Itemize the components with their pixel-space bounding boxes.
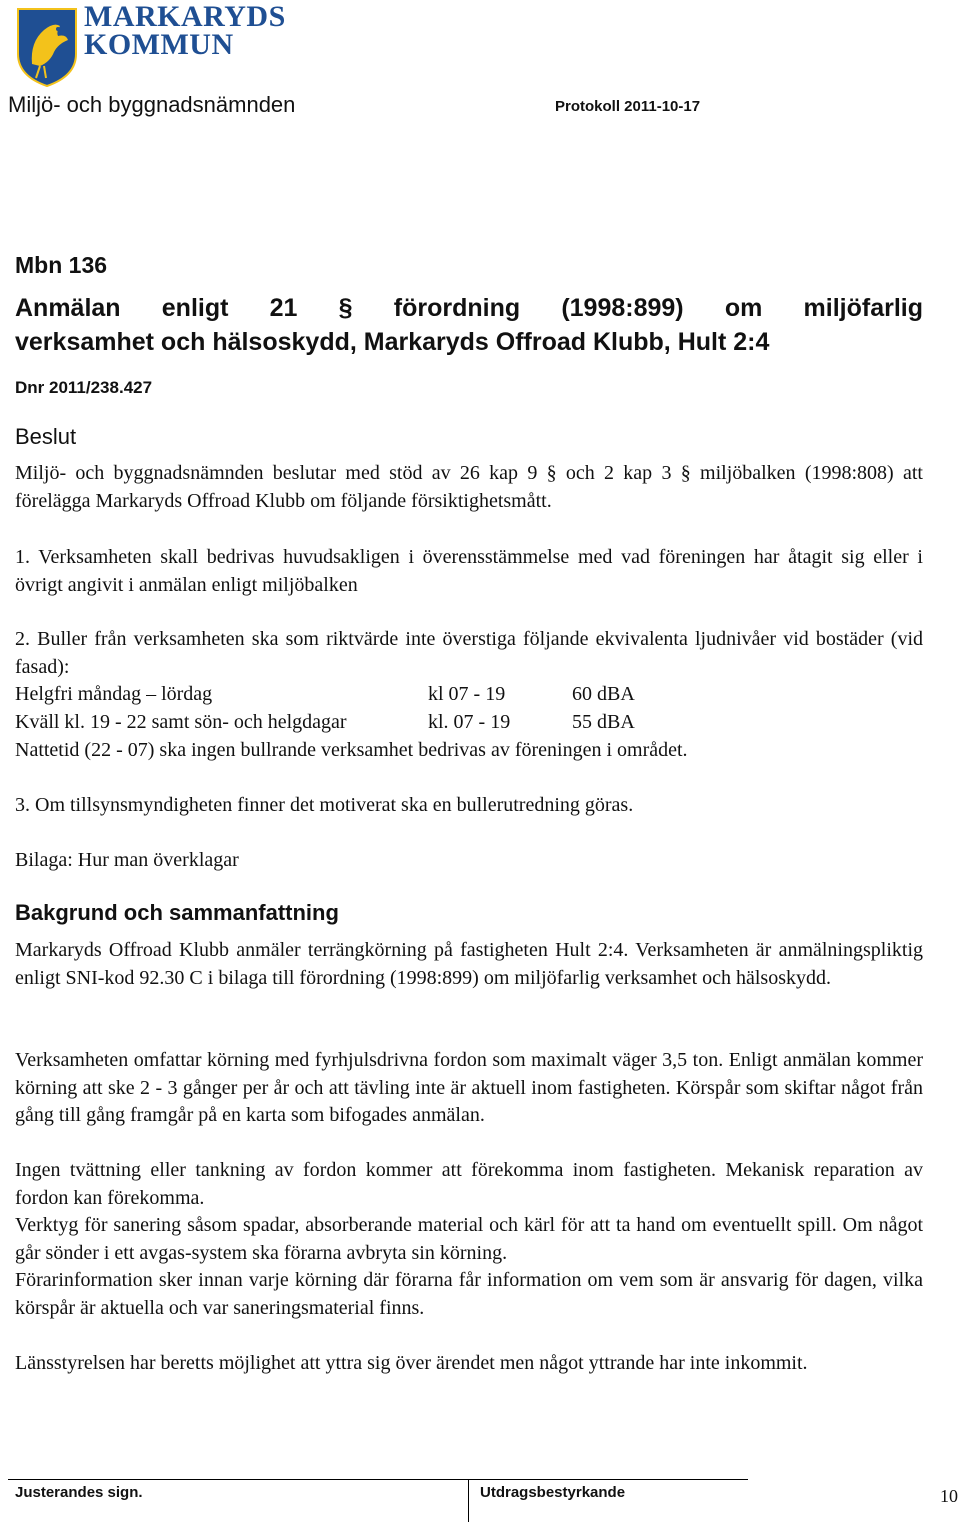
case-title-line-2: verksamhet och hälsoskydd, Markaryds Offroad Klubb, Hult 2:4 (15, 328, 770, 356)
footer-divider (468, 1480, 469, 1522)
footer-rule (8, 1479, 748, 1480)
noise-row-2-level: 55 dBA (572, 711, 635, 733)
background-paragraph-1: Markaryds Offroad Klubb anmäler terrängkörning på fastigheten Hult 2:4. Verksamheten är anmälningspliktig enligt SNI-kod 92.30 C i bilaga till förordning (1998:899) om miljöfarlig verksamhet och hälsoskydd. (15, 939, 923, 989)
brand-line-2: KOMMUN (84, 28, 234, 61)
noise-row-1-level: 60 dBA (572, 683, 635, 705)
decision-heading: Beslut (15, 424, 77, 449)
protocol-date: Protokoll 2011-10-17 (555, 98, 701, 115)
appendix-note: Bilaga: Hur man överklagar (15, 849, 239, 871)
page-number: 10 (940, 1486, 958, 1506)
decision-item-3: 3. Om tillsynsmyndigheten finner det motiverat ska en bullerutredning göras. (15, 794, 634, 816)
noise-row-1-time: kl 07 - 19 (428, 683, 506, 705)
municipality-crest-icon (14, 6, 80, 88)
noise-row-1-period: Helgfri måndag – lördag (15, 683, 213, 705)
case-number: Mbn 136 (15, 252, 108, 278)
background-paragraph-4: Verktyg för sanering såsom spadar, absorberande material och kärl för att ta hand om eventuellt spill. Om något går sönder i ett avgas-system ska förarna avbryta sin körning. (15, 1214, 923, 1264)
background-paragraph-5: Förarinformation sker innan varje körning där förarna får information om vem som är ansvarig för dagen, vilka körspår är aktuella och var saneringsmaterial finns. (15, 1269, 923, 1319)
brand-line-1: MARKARYDS (84, 0, 286, 33)
noise-row-2-time: kl. 07 - 19 (428, 711, 511, 733)
decision-item-2: 2. Buller från verksamheten ska som riktvärde inte överstiga följande ekvivalenta ljudnivåer vid bostäder (vid fasad): (15, 628, 923, 678)
noise-row-2-period: Kväll kl. 19 - 22 samt sön- och helgdagar (15, 711, 347, 733)
night-restriction: Nattetid (22 - 07) ska ingen bullrande verksamhet bedrivas av föreningen i området. (15, 739, 688, 761)
footer-certify-label: Utdragsbestyrkande (480, 1484, 626, 1501)
department-name: Miljö- och byggnadsnämnden (8, 92, 296, 117)
background-paragraph-3: Ingen tvättning eller tankning av fordon kommer att förekomma inom fastigheten. Mekanisk reparation av fordon kan förekomma. (15, 1159, 923, 1209)
background-paragraph-6: Länsstyrelsen har beretts möjlighet att yttra sig över ärendet men något yttrande har inte inkommit. (15, 1352, 808, 1374)
brand-name (84, 0, 286, 61)
footer-signature-label: Justerandes sign. (15, 1484, 143, 1501)
decision-intro: Miljö- och byggnadsnämnden beslutar med stöd av 26 kap 9 § och 2 kap 3 § miljöbalken (1998:808) att förelägga Markaryds Offroad Klubb om följande försiktighetsmått. (15, 462, 923, 512)
background-heading: Bakgrund och sammanfattning (15, 900, 339, 925)
background-paragraph-2: Verksamheten omfattar körning med fyrhjulsdrivna fordon som maximalt väger 3,5 ton. Enligt anmälan kommer körning att ske 2 - 3 gånger per år och att tävling inte är aktuell inom fastigheten. Körspår som skiftar något från gång till gång framgår på en karta som bifogades anmälan. (15, 1049, 923, 1126)
decision-item-1: 1. Verksamheten skall bedrivas huvudsakligen i överensstämmelse med vad föreningen har åtagit sig eller i övrigt angivit i anmälan enligt miljöbalken (15, 546, 923, 596)
diary-number: Dnr 2011/238.427 (15, 378, 153, 397)
case-title-line-1: Anmälan enligt 21 § förordning (1998:899) om miljöfarlig (15, 294, 923, 322)
